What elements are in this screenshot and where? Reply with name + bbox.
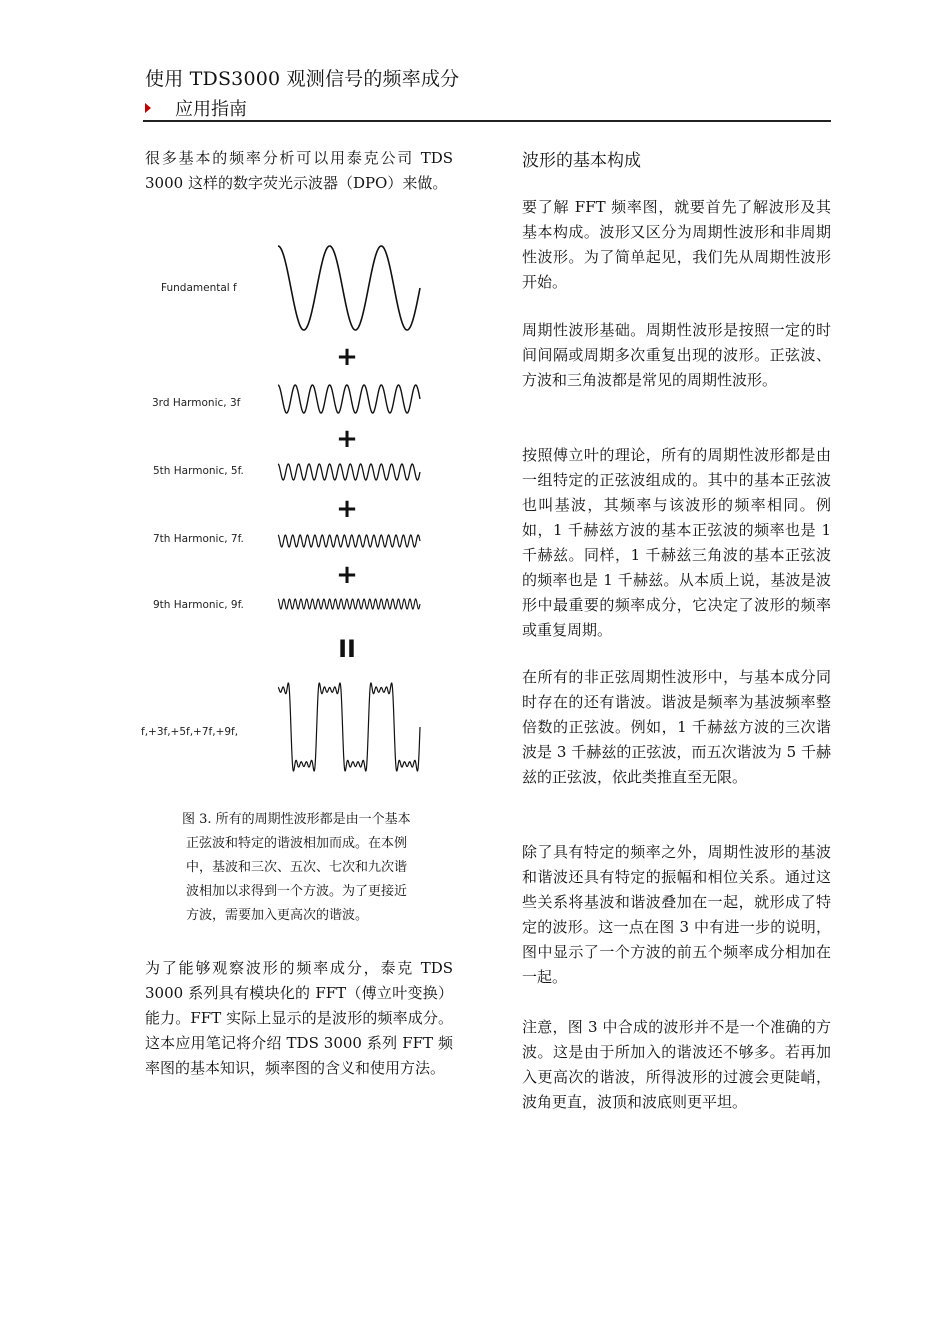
3rd-harmonic-wave — [278, 385, 420, 413]
summed-square-wave — [278, 683, 420, 771]
header-subtitle — [145, 95, 247, 121]
right-paragraph-2 — [522, 318, 831, 393]
caption-line: 正弦波和特定的谐波相加而成。在本例 — [186, 836, 408, 851]
plus-sign-3: + — [336, 494, 358, 524]
body-paragraph: 注意，图 3 中合成的波形并不是一个准确的方波。这是由于所加入的谐波还不够多。若再加入更高次的谐波，所得波形的过渡会更陡峭，波角更直，波顶和波底则更平坦。 — [522, 1018, 831, 1111]
header-rule — [143, 120, 831, 122]
header-title: 使用 TDS3000 观测信号的频率成分 — [145, 68, 460, 90]
5th-harmonic-wave — [278, 464, 420, 480]
right-paragraph-4 — [522, 665, 831, 790]
equals-sign: II — [338, 635, 356, 663]
label-fundamental: Fundamental f — [161, 282, 237, 294]
9th-harmonic-wave — [278, 599, 420, 609]
subtitle-text: 应用指南 — [175, 99, 247, 120]
figure-caption — [182, 808, 436, 928]
caption-line: 图 3. 所有的周期性波形都是由一个基本 — [182, 812, 411, 827]
plus-sign-1: + — [336, 342, 358, 372]
right-paragraph-3 — [522, 443, 831, 643]
body-paragraph: 在所有的非正弦周期性波形中，与基本成分同时存在的还有谐波。谐波是频率为基波频率整倍数的正弦波。例如，1 千赫兹方波的三次谐波是 3 千赫兹的正弦波，而五次谐波为 5 千赫兹的正弦波，依此类推直至无限。 — [522, 668, 831, 786]
caption-line: 中，基波和三次、五次、七次和九次谐 — [186, 860, 408, 875]
figure-3 — [140, 232, 440, 792]
harmonics-diagram — [140, 232, 440, 792]
7th-harmonic-wave — [278, 535, 420, 547]
left-intro-block — [145, 146, 453, 196]
label-9th-harmonic: 9th Harmonic, 9f. — [153, 599, 244, 611]
body-paragraph: 除了具有特定的频率之外，周期性波形的基波和谐波还具有特定的振幅和相位关系。通过这些关系将基波和谐波叠加在一起，就形成了特定的波形。这一点在图 3 中有进一步的说明，图中显示了一个方波的前五个频率成分相加在一起。 — [522, 843, 831, 986]
left-outro-block — [145, 956, 453, 1081]
body-paragraph: 要了解 FFT 频率图，就要首先了解波形及其基本构成。波形又区分为周期性波形和非周期性波形。为了简单起见，我们先从周期性波形开始。 — [522, 198, 831, 291]
outro-paragraph: 为了能够观察波形的频率成分，泰克 TDS 3000 系列具有模块化的 FFT（傅立叶变换）能力。FFT 实际上显示的是波形的频率成分。这本应用笔记将介绍 TDS 3000 系列 FFT 频率图的基本知识，频率图的含义和使用方法。 — [145, 959, 453, 1077]
section-title: 波形的基本构成 — [522, 151, 641, 171]
caption-line: 方波，需要加入更高次的谐波。 — [186, 908, 369, 923]
right-paragraph-5 — [522, 840, 831, 990]
body-paragraph: 按照傅立叶的理论，所有的周期性波形都是由一组特定的正弦波组成的。其中的基本正弦波也叫基波，其频率与该波形的频率相同。例如，1 千赫兹方波的基本正弦波的频率也是 1 千赫兹。同样，1 千赫兹三角波的基本正弦波的频率也是 1 千赫兹。从本质上说，基波是波形中最重要的频率成分，它决定了波形的频率或重复周期。 — [522, 446, 831, 639]
plus-sign-4: + — [336, 560, 358, 590]
plus-sign-2: + — [336, 424, 358, 454]
caption-line: 波相加以求得到一个方波。为了更接近 — [186, 884, 408, 899]
right-paragraph-1 — [522, 195, 831, 295]
fundamental-wave — [278, 246, 420, 330]
label-5th-harmonic: 5th Harmonic, 5f. — [153, 465, 244, 477]
label-sum: f,+3f,+5f,+7f,+9f, — [141, 726, 239, 738]
right-paragraph-6 — [522, 1015, 831, 1115]
label-7th-harmonic: 7th Harmonic, 7f. — [153, 533, 244, 545]
body-paragraph: 周期性波形基础。周期性波形是按照一定的时间间隔或周期多次重复出现的波形。正弦波、方波和三角波都是常见的周期性波形。 — [522, 321, 831, 389]
label-3rd-harmonic: 3rd Harmonic, 3f — [152, 397, 241, 409]
triangle-bullet-icon — [145, 103, 151, 113]
intro-paragraph: 很多基本的频率分析可以用泰克公司 TDS 3000 这样的数字荧光示波器（DPO）来做。 — [145, 149, 453, 192]
